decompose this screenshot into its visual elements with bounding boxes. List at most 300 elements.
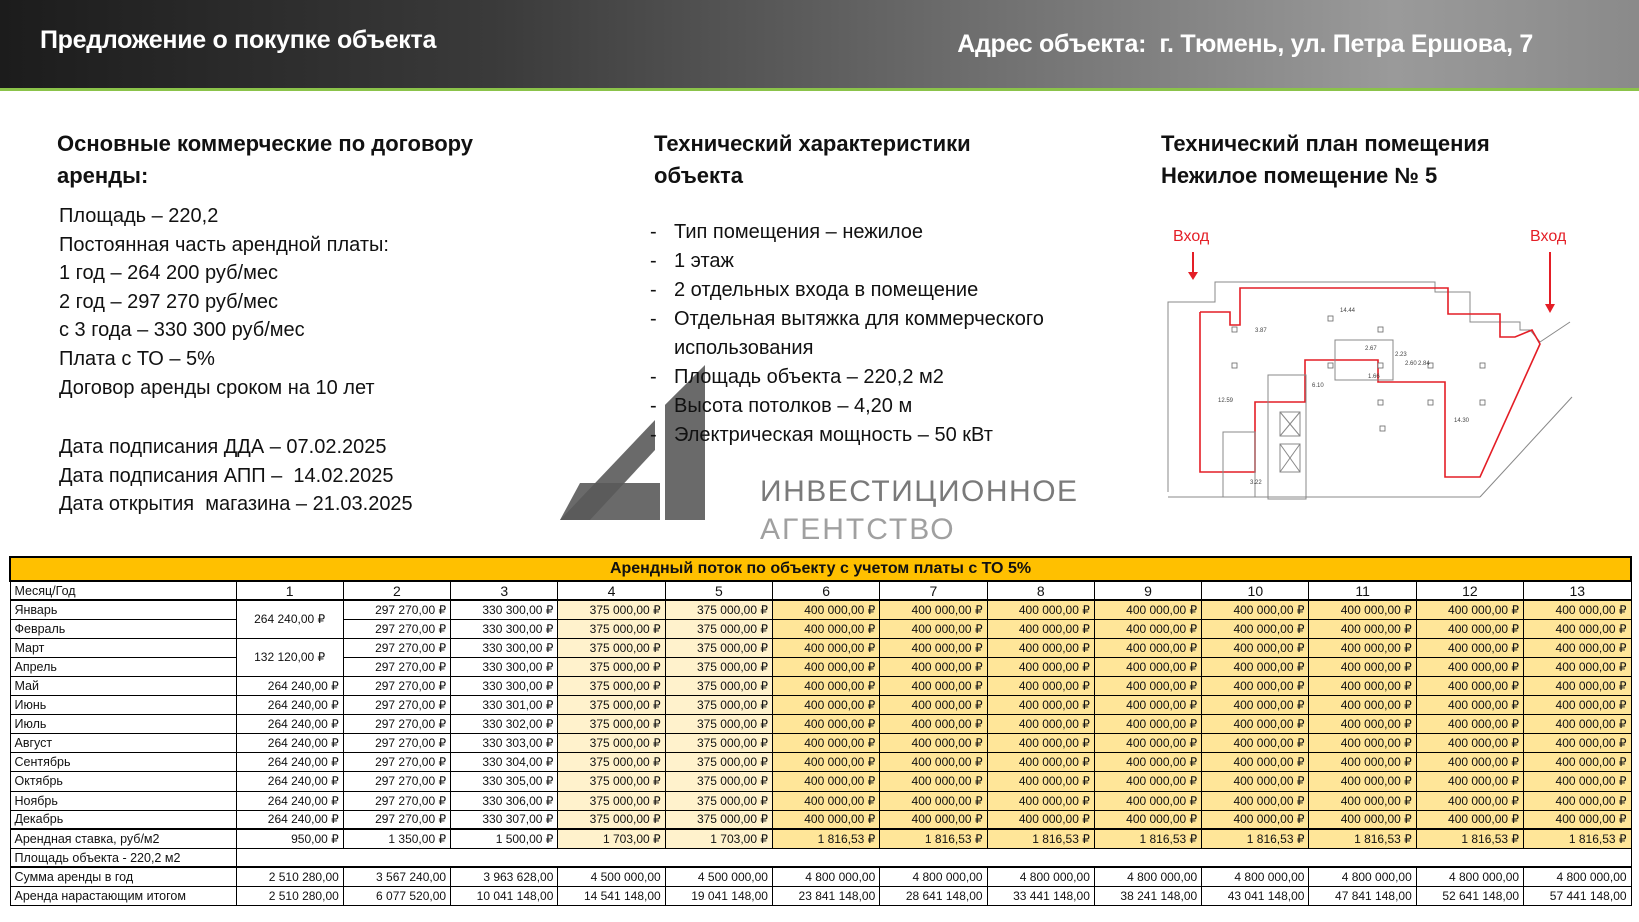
table-cell: 400 000,00 ₽ xyxy=(880,657,987,676)
table-cell: 264 240,00 ₽ xyxy=(236,791,343,810)
table-cell: 400 000,00 ₽ xyxy=(880,810,987,829)
column-header-year: 8 xyxy=(987,581,1094,600)
table-cell: 4 800 000,00 xyxy=(1524,867,1631,886)
table-cell: 950,00 ₽ xyxy=(236,829,343,848)
term-fixed-rent: Постоянная часть арендной платы: xyxy=(59,233,389,256)
table-cell: 4 800 000,00 xyxy=(772,867,879,886)
table-cell: 400 000,00 ₽ xyxy=(987,638,1094,657)
table-cell: 400 000,00 ₽ xyxy=(987,600,1094,619)
table-cell: 264 240,00 ₽ xyxy=(236,600,343,638)
table-cell: 297 270,00 ₽ xyxy=(343,619,450,638)
table-cell: 400 000,00 ₽ xyxy=(1202,791,1309,810)
table-cell: 4 500 000,00 xyxy=(665,867,772,886)
table-cell: 400 000,00 ₽ xyxy=(880,753,987,772)
table-row-rate xyxy=(10,829,1631,848)
table-cell-empty xyxy=(236,848,1631,867)
table-cell: 400 000,00 ₽ xyxy=(880,619,987,638)
table-cell: 297 270,00 ₽ xyxy=(343,696,450,715)
table-cell: 400 000,00 ₽ xyxy=(772,619,879,638)
bullet-dash: - xyxy=(650,424,657,446)
table-cell: 297 270,00 ₽ xyxy=(343,791,450,810)
heading-line: Нежилое помещение № 5 xyxy=(1161,163,1438,188)
table-caption: Арендный поток по объекту с учетом платы с ТО 5% xyxy=(10,557,1631,581)
date-app: Дата подписания АПП – 14.02.2025 xyxy=(59,464,394,487)
table-cell: 400 000,00 ₽ xyxy=(987,772,1094,791)
table-cell: 4 800 000,00 xyxy=(1202,867,1309,886)
dim-label: 2.60 xyxy=(1405,361,1417,367)
table-cell: 400 000,00 ₽ xyxy=(880,696,987,715)
spec-item xyxy=(650,276,1110,305)
table-row-month xyxy=(10,810,1631,829)
table-cell: 375 000,00 ₽ xyxy=(665,676,772,695)
table-cell: 1 816,53 ₽ xyxy=(1094,829,1201,848)
table-cell: 400 000,00 ₽ xyxy=(1524,734,1631,753)
bullet-dash: - xyxy=(650,250,657,272)
heading-line: Основные коммерческие по договору xyxy=(57,131,474,156)
floor-plan xyxy=(1160,222,1600,522)
bullet-dash: - xyxy=(650,279,657,301)
table-cell: 400 000,00 ₽ xyxy=(880,791,987,810)
technical-specs-list xyxy=(650,218,1110,450)
month-label: Ноябрь xyxy=(10,791,236,810)
table-cell: 400 000,00 ₽ xyxy=(1202,600,1309,619)
table-cell: 375 000,00 ₽ xyxy=(665,619,772,638)
date-store-opening: Дата открытия магазина – 21.03.2025 xyxy=(59,493,413,516)
table-cell: 400 000,00 ₽ xyxy=(1524,810,1631,829)
table-cell: 43 041 148,00 xyxy=(1202,887,1309,906)
table-cell: 400 000,00 ₽ xyxy=(1309,638,1416,657)
spec-text: Электрическая мощность – 50 кВт xyxy=(674,424,993,446)
column-header-year: 6 xyxy=(772,581,879,600)
table-cell: 400 000,00 ₽ xyxy=(1094,696,1201,715)
table-cell: 375 000,00 ₽ xyxy=(558,734,665,753)
table-cell: 400 000,00 ₽ xyxy=(772,715,879,734)
table-row-month xyxy=(10,715,1631,734)
month-label: Декабрь xyxy=(10,810,236,829)
table-cell: 297 270,00 ₽ xyxy=(343,772,450,791)
table-cell: 1 816,53 ₽ xyxy=(1524,829,1631,848)
dim-label: 12.59 xyxy=(1218,398,1234,404)
table-cell: 400 000,00 ₽ xyxy=(1202,619,1309,638)
month-label: Май xyxy=(10,676,236,695)
table-cell: 33 441 148,00 xyxy=(987,887,1094,906)
table-cell: 3 567 240,00 xyxy=(343,867,450,886)
table-cell: 375 000,00 ₽ xyxy=(558,619,665,638)
table-cell: 400 000,00 ₽ xyxy=(1309,657,1416,676)
table-cell: 400 000,00 ₽ xyxy=(880,715,987,734)
table-cell: 400 000,00 ₽ xyxy=(1309,619,1416,638)
table-cell: 330 307,00 ₽ xyxy=(451,810,558,829)
column-header-year: 9 xyxy=(1094,581,1201,600)
dim-label: 14.44 xyxy=(1340,308,1356,314)
table-row-cumulative xyxy=(10,887,1631,906)
table-cell: 400 000,00 ₽ xyxy=(880,772,987,791)
table-cell: 375 000,00 ₽ xyxy=(558,753,665,772)
table-cell: 375 000,00 ₽ xyxy=(558,696,665,715)
table-cell: 1 703,00 ₽ xyxy=(665,829,772,848)
table-cell: 400 000,00 ₽ xyxy=(1094,619,1201,638)
table-cell: 400 000,00 ₽ xyxy=(1524,715,1631,734)
table-cell: 1 703,00 ₽ xyxy=(558,829,665,848)
logo-word-1: ИНВЕСТИЦИОННОЕ xyxy=(760,475,1079,508)
table-cell: 264 240,00 ₽ xyxy=(236,772,343,791)
table-cell: 400 000,00 ₽ xyxy=(1524,638,1631,657)
table-cell: 400 000,00 ₽ xyxy=(1416,619,1523,638)
table-cell: 375 000,00 ₽ xyxy=(558,600,665,619)
table-cell: 400 000,00 ₽ xyxy=(1524,791,1631,810)
table-cell: 400 000,00 ₽ xyxy=(1202,753,1309,772)
table-cell: 400 000,00 ₽ xyxy=(1094,734,1201,753)
table-row-annual xyxy=(10,867,1631,886)
table-row-month xyxy=(10,734,1631,753)
table-cell: 297 270,00 ₽ xyxy=(343,810,450,829)
table-cell: 375 000,00 ₽ xyxy=(665,696,772,715)
column-header-year: 11 xyxy=(1309,581,1416,600)
table-cell: 400 000,00 ₽ xyxy=(772,696,879,715)
table-cell: 375 000,00 ₽ xyxy=(558,715,665,734)
table-cell: 330 301,00 ₽ xyxy=(451,696,558,715)
table-cell: 14 541 148,00 xyxy=(558,887,665,906)
table-cell: 400 000,00 ₽ xyxy=(1524,772,1631,791)
table-cell: 297 270,00 ₽ xyxy=(343,734,450,753)
table-cell: 38 241 148,00 xyxy=(1094,887,1201,906)
table-cell: 57 441 148,00 xyxy=(1524,887,1631,906)
month-label: Апрель xyxy=(10,657,236,676)
table-cell: 400 000,00 ₽ xyxy=(1524,676,1631,695)
logo-word-2: АГЕНТСТВО xyxy=(760,513,956,546)
table-cell: 400 000,00 ₽ xyxy=(1416,676,1523,695)
table-cell: 297 270,00 ₽ xyxy=(343,657,450,676)
table-cell: 375 000,00 ₽ xyxy=(558,810,665,829)
table-cell: 3 963 628,00 xyxy=(451,867,558,886)
table-cell: 400 000,00 ₽ xyxy=(1094,810,1201,829)
table-cell: 2 510 280,00 xyxy=(236,887,343,906)
rate-label: Арендная ставка, руб/м2 xyxy=(10,829,236,848)
dim-label: 2.84 xyxy=(1418,361,1430,367)
table-row-month xyxy=(10,638,1631,657)
table-cell: 400 000,00 ₽ xyxy=(1524,657,1631,676)
table-cell: 330 302,00 ₽ xyxy=(451,715,558,734)
spec-item xyxy=(650,305,1070,363)
floor-plan-drawing xyxy=(1160,222,1600,522)
table-cell: 330 300,00 ₽ xyxy=(451,619,558,638)
commercial-terms-heading xyxy=(57,128,557,192)
table-cell: 1 816,53 ₽ xyxy=(1416,829,1523,848)
table-cell: 375 000,00 ₽ xyxy=(665,772,772,791)
table-cell: 28 641 148,00 xyxy=(880,887,987,906)
term-year-3: с 3 года – 330 300 руб/мес xyxy=(59,319,305,342)
table-cell: 400 000,00 ₽ xyxy=(772,600,879,619)
column-header-year: 12 xyxy=(1416,581,1523,600)
bullet-dash: - xyxy=(650,395,657,417)
table-cell: 375 000,00 ₽ xyxy=(558,772,665,791)
dim-label: 2.23 xyxy=(1395,352,1407,358)
table-cell: 400 000,00 ₽ xyxy=(1202,810,1309,829)
table-cell: 330 303,00 ₽ xyxy=(451,734,558,753)
table-cell: 375 000,00 ₽ xyxy=(665,657,772,676)
table-cell: 297 270,00 ₽ xyxy=(343,715,450,734)
table-cell: 400 000,00 ₽ xyxy=(772,772,879,791)
table-cell: 264 240,00 ₽ xyxy=(236,810,343,829)
table-cell: 400 000,00 ₽ xyxy=(1416,600,1523,619)
term-turnover-fee: Плата с ТО – 5% xyxy=(59,347,215,370)
table-cell: 400 000,00 ₽ xyxy=(772,638,879,657)
table-row-month xyxy=(10,791,1631,810)
spec-text: 2 отдельных входа в помещение xyxy=(674,279,979,301)
table-cell: 4 800 000,00 xyxy=(1094,867,1201,886)
spec-item xyxy=(650,363,1110,392)
table-cell: 400 000,00 ₽ xyxy=(1309,715,1416,734)
table-cell: 400 000,00 ₽ xyxy=(1094,772,1201,791)
table-cell: 19 041 148,00 xyxy=(665,887,772,906)
table-cell: 4 500 000,00 xyxy=(558,867,665,886)
dim-label: 14.30 xyxy=(1454,418,1470,424)
table-cell: 400 000,00 ₽ xyxy=(1416,810,1523,829)
table-cell: 400 000,00 ₽ xyxy=(1202,638,1309,657)
table-cell: 400 000,00 ₽ xyxy=(1309,676,1416,695)
table-cell: 400 000,00 ₽ xyxy=(987,734,1094,753)
technical-specs-heading xyxy=(654,128,1074,192)
table-cell: 375 000,00 ₽ xyxy=(665,810,772,829)
table-cell: 330 300,00 ₽ xyxy=(451,657,558,676)
table-cell: 400 000,00 ₽ xyxy=(1416,696,1523,715)
dim-label: 1.66 xyxy=(1368,374,1380,380)
table-cell: 400 000,00 ₽ xyxy=(987,715,1094,734)
table-cell: 375 000,00 ₽ xyxy=(665,600,772,619)
table-cell: 400 000,00 ₽ xyxy=(987,657,1094,676)
table-cell: 1 816,53 ₽ xyxy=(1202,829,1309,848)
column-header-year: 1 xyxy=(236,581,343,600)
table-cell: 400 000,00 ₽ xyxy=(987,696,1094,715)
table-cell: 400 000,00 ₽ xyxy=(1094,638,1201,657)
table-cell: 400 000,00 ₽ xyxy=(880,734,987,753)
table-cell: 400 000,00 ₽ xyxy=(1416,734,1523,753)
table-cell: 400 000,00 ₽ xyxy=(1309,753,1416,772)
month-label: Январь xyxy=(10,600,236,619)
table-cell: 400 000,00 ₽ xyxy=(1094,715,1201,734)
table-cell: 400 000,00 ₽ xyxy=(1524,696,1631,715)
table-cell: 400 000,00 ₽ xyxy=(1309,791,1416,810)
table-cell: 400 000,00 ₽ xyxy=(772,791,879,810)
month-label: Март xyxy=(10,638,236,657)
month-label: Октябрь xyxy=(10,772,236,791)
annual-label: Сумма аренды в год xyxy=(10,867,236,886)
entrance-arrow-right-icon xyxy=(1545,252,1555,313)
table-cell: 400 000,00 ₽ xyxy=(1202,715,1309,734)
column-header-year: 4 xyxy=(558,581,665,600)
table-cell: 400 000,00 ₽ xyxy=(1309,772,1416,791)
table-cell: 400 000,00 ₽ xyxy=(1416,791,1523,810)
table-cell: 400 000,00 ₽ xyxy=(1202,676,1309,695)
table-cell: 47 841 148,00 xyxy=(1309,887,1416,906)
table-cell: 264 240,00 ₽ xyxy=(236,734,343,753)
table-cell: 330 300,00 ₽ xyxy=(451,600,558,619)
table-cell: 400 000,00 ₽ xyxy=(772,676,879,695)
table-cell: 330 306,00 ₽ xyxy=(451,791,558,810)
table-cell: 375 000,00 ₽ xyxy=(665,791,772,810)
table-cell: 400 000,00 ₽ xyxy=(1416,657,1523,676)
table-cell: 375 000,00 ₽ xyxy=(665,715,772,734)
table-cell: 330 305,00 ₽ xyxy=(451,772,558,791)
dim-label: 3.87 xyxy=(1255,328,1267,334)
column-header-year: 2 xyxy=(343,581,450,600)
table-row-month xyxy=(10,753,1631,772)
month-label: Июнь xyxy=(10,696,236,715)
header-bar xyxy=(0,0,1639,91)
table-header-row xyxy=(10,581,1631,600)
table-cell: 375 000,00 ₽ xyxy=(558,791,665,810)
spec-text: Высота потолков – 4,20 м xyxy=(674,395,913,417)
month-label: Сентябрь xyxy=(10,753,236,772)
entrance-label-right: Вход xyxy=(1530,228,1567,245)
month-label: Февраль xyxy=(10,619,236,638)
table-cell: 400 000,00 ₽ xyxy=(880,676,987,695)
key-dates-list xyxy=(59,433,413,519)
table-cell: 330 300,00 ₽ xyxy=(451,676,558,695)
spec-text: Отдельная вытяжка для коммерческого использования xyxy=(674,308,1044,359)
term-lease-duration: Договор аренды сроком на 10 лет xyxy=(59,376,375,399)
table-cell: 375 000,00 ₽ xyxy=(665,753,772,772)
term-year-2: 2 год – 297 270 руб/мес xyxy=(59,290,278,313)
table-cell: 400 000,00 ₽ xyxy=(1202,696,1309,715)
table-row-month xyxy=(10,696,1631,715)
table-cell: 400 000,00 ₽ xyxy=(1094,600,1201,619)
table-cell: 400 000,00 ₽ xyxy=(987,619,1094,638)
table-cell: 52 641 148,00 xyxy=(1416,887,1523,906)
table-cell: 132 120,00 ₽ xyxy=(236,638,343,676)
floor-plan-heading xyxy=(1161,128,1631,192)
table-cell: 375 000,00 ₽ xyxy=(558,638,665,657)
month-label: Август xyxy=(10,734,236,753)
table-cell: 400 000,00 ₽ xyxy=(1094,676,1201,695)
column-header-year: 10 xyxy=(1202,581,1309,600)
table-cell: 400 000,00 ₽ xyxy=(987,753,1094,772)
table-cell: 400 000,00 ₽ xyxy=(1094,753,1201,772)
column-header-year: 7 xyxy=(880,581,987,600)
table-cell: 10 041 148,00 xyxy=(451,887,558,906)
table-cell: 400 000,00 ₽ xyxy=(1524,600,1631,619)
table-cell: 400 000,00 ₽ xyxy=(1416,638,1523,657)
table-cell: 400 000,00 ₽ xyxy=(1202,657,1309,676)
bullet-dash: - xyxy=(650,366,657,388)
dim-label: 2.67 xyxy=(1365,346,1377,352)
table-row-month xyxy=(10,600,1631,619)
table-cell: 400 000,00 ₽ xyxy=(987,791,1094,810)
table-row-month xyxy=(10,772,1631,791)
heading-line: объекта xyxy=(654,163,744,188)
table-cell: 4 800 000,00 xyxy=(1309,867,1416,886)
table-cell: 400 000,00 ₽ xyxy=(880,638,987,657)
dim-label: 6.10 xyxy=(1312,383,1324,389)
table-cell: 4 800 000,00 xyxy=(987,867,1094,886)
bullet-dash: - xyxy=(650,221,657,243)
table-cell: 400 000,00 ₽ xyxy=(772,657,879,676)
table-cell: 375 000,00 ₽ xyxy=(665,638,772,657)
term-year-1: 1 год – 264 200 руб/мес xyxy=(59,262,278,285)
dim-label: 3.22 xyxy=(1250,480,1262,486)
table-cell: 264 240,00 ₽ xyxy=(236,753,343,772)
table-cell: 400 000,00 ₽ xyxy=(772,734,879,753)
table-cell: 1 350,00 ₽ xyxy=(343,829,450,848)
page-title: Предложение о покупке объекта xyxy=(40,26,437,54)
table-cell: 400 000,00 ₽ xyxy=(1524,619,1631,638)
spec-text: 1 этаж xyxy=(674,250,734,272)
heading-line: аренды: xyxy=(57,163,149,188)
spec-item xyxy=(650,247,1110,276)
table-cell: 400 000,00 ₽ xyxy=(1309,734,1416,753)
table-cell: 4 800 000,00 xyxy=(880,867,987,886)
table-cell: 23 841 148,00 xyxy=(772,887,879,906)
table-cell: 400 000,00 ₽ xyxy=(1202,734,1309,753)
bullet-dash: - xyxy=(650,308,657,330)
table-cell: 2 510 280,00 xyxy=(236,867,343,886)
table-cell: 400 000,00 ₽ xyxy=(1094,791,1201,810)
table-cell: 400 000,00 ₽ xyxy=(987,810,1094,829)
table-cell: 264 240,00 ₽ xyxy=(236,715,343,734)
table-cell: 375 000,00 ₽ xyxy=(665,734,772,753)
heading-line: Технический план помещения xyxy=(1161,131,1490,156)
table-cell: 400 000,00 ₽ xyxy=(1309,810,1416,829)
table-cell: 1 816,53 ₽ xyxy=(987,829,1094,848)
spec-item xyxy=(650,421,1110,450)
table-cell: 400 000,00 ₽ xyxy=(1309,696,1416,715)
table-cell: 264 240,00 ₽ xyxy=(236,676,343,695)
table-cell: 1 500,00 ₽ xyxy=(451,829,558,848)
column-header-year: 13 xyxy=(1524,581,1631,600)
table-cell: 297 270,00 ₽ xyxy=(343,676,450,695)
table-cell: 400 000,00 ₽ xyxy=(1202,772,1309,791)
table-cell: 6 077 520,00 xyxy=(343,887,450,906)
table-cell: 297 270,00 ₽ xyxy=(343,600,450,619)
table-cell: 400 000,00 ₽ xyxy=(772,810,879,829)
column-header-year: 5 xyxy=(665,581,772,600)
cumulative-label: Аренда нарастающим итогом xyxy=(10,887,236,906)
entrance-arrow-left-icon xyxy=(1188,252,1198,280)
spec-item xyxy=(650,218,1110,247)
column-header-month-year: Месяц/Год xyxy=(10,581,236,600)
table-cell: 4 800 000,00 xyxy=(1416,867,1523,886)
object-address: Адрес объекта: г. Тюмень, ул. Петра Ершова, 7 xyxy=(957,30,1533,58)
table-cell: 1 816,53 ₽ xyxy=(880,829,987,848)
table-cell: 400 000,00 ₽ xyxy=(880,600,987,619)
table-cell: 375 000,00 ₽ xyxy=(558,676,665,695)
table-cell: 1 816,53 ₽ xyxy=(772,829,879,848)
table-cell: 330 304,00 ₽ xyxy=(451,753,558,772)
table-cell: 297 270,00 ₽ xyxy=(343,753,450,772)
table-cell: 400 000,00 ₽ xyxy=(1309,600,1416,619)
table-row-area xyxy=(10,848,1631,867)
table-cell: 400 000,00 ₽ xyxy=(772,753,879,772)
table-cell: 375 000,00 ₽ xyxy=(558,657,665,676)
table-cell: 400 000,00 ₽ xyxy=(1524,753,1631,772)
date-dda: Дата подписания ДДА – 07.02.2025 xyxy=(59,436,387,458)
table-cell: 1 816,53 ₽ xyxy=(1309,829,1416,848)
heading-line: Технический характеристики xyxy=(654,131,971,156)
column-header-year: 3 xyxy=(451,581,558,600)
commercial-terms-list xyxy=(59,202,389,402)
spec-text: Тип помещения – нежилое xyxy=(674,221,923,243)
spec-item xyxy=(650,392,1110,421)
table-cell: 330 300,00 ₽ xyxy=(451,638,558,657)
table-cell: 264 240,00 ₽ xyxy=(236,696,343,715)
table-cell: 400 000,00 ₽ xyxy=(1416,772,1523,791)
table-cell: 400 000,00 ₽ xyxy=(1094,657,1201,676)
unit-outline xyxy=(1200,288,1540,477)
table-cell: 400 000,00 ₽ xyxy=(1416,715,1523,734)
table-cell: 400 000,00 ₽ xyxy=(1416,753,1523,772)
table-row-month xyxy=(10,676,1631,695)
term-area: Площадь – 220,2 xyxy=(59,205,219,227)
